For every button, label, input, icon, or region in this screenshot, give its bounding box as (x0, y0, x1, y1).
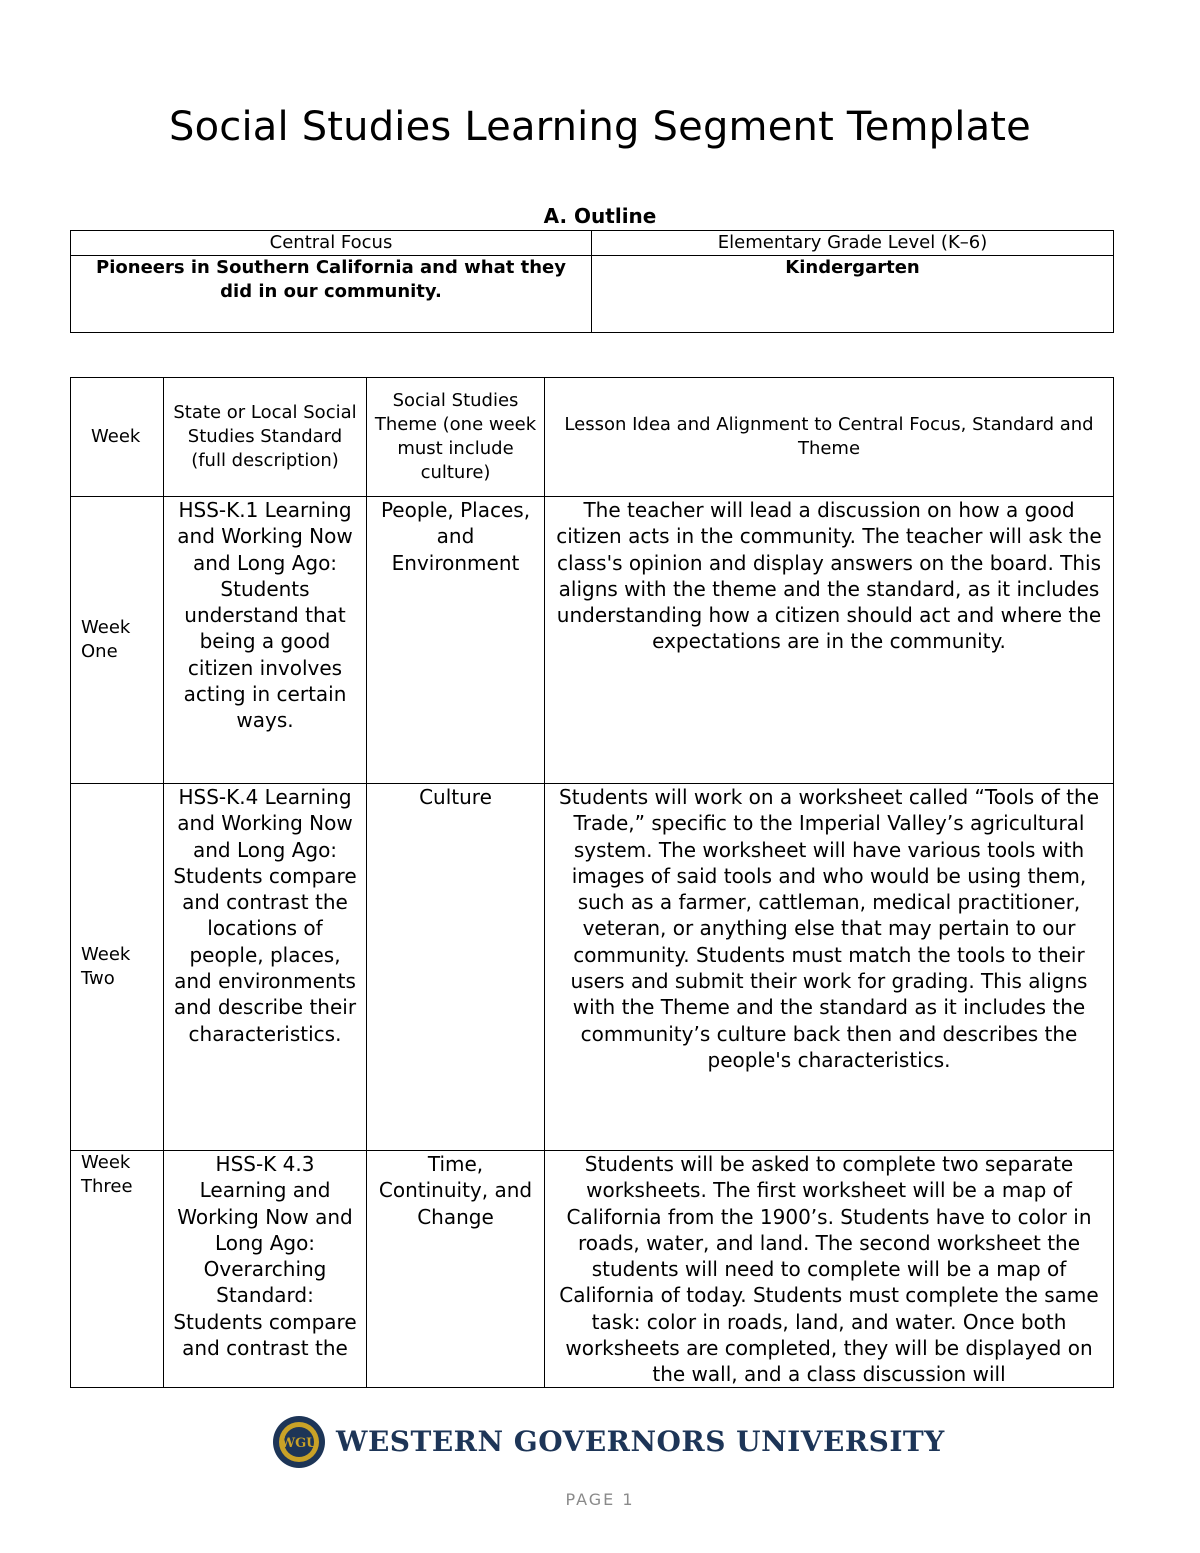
wgu-seal-icon (272, 1415, 326, 1469)
page-number: PAGE 1 (565, 1490, 635, 1509)
section-heading: A. Outline (543, 204, 657, 228)
theme-cell: Culture (367, 784, 545, 1151)
table-row (71, 497, 1114, 784)
grade-level-value: Kindergarten (592, 256, 1114, 333)
standard-cell-text: HSS-K 4.3 Learning and Working Now and Long Ago: Overarching Standard: Students compare and contrast the (173, 1152, 357, 1361)
central-focus-value: Pioneers in Southern California and what they did in our community. (71, 256, 592, 333)
theme-cell: Time, Continuity, and Change (367, 1151, 545, 1388)
week-label: Week Two (71, 784, 164, 1151)
lesson-column-header: Lesson Idea and Alignment to Central Focus, Standard and Theme (545, 378, 1114, 497)
table-row (71, 784, 1114, 1151)
learning-segment-table (70, 377, 1114, 1388)
standard-cell: HSS-K.4 Learning and Working Now and Long Ago: Students compare and contrast the locations of people, places, and environments and describe their characteristics. (164, 784, 367, 1151)
theme-column-header: Social Studies Theme (one week must include culture) (367, 378, 545, 497)
table-header-row (71, 378, 1114, 497)
week-column-header: Week (71, 378, 164, 497)
standard-cell (164, 1151, 367, 1388)
table-row (71, 1151, 1114, 1388)
week-label: Week Three (71, 1151, 164, 1388)
outline-table (70, 230, 1114, 333)
lesson-cell-text: Students will be asked to complete two separate worksheets. The first worksheet will be a map of California from the 1900’s. Students have to color in roads, water, and land. The second worksheet the students will need to complete will be a map of California of today. Students must complete the same task: color in roads, land, and water. Once both worksheets are completed, they will be displayed on the wall, and a class discussion will (559, 1152, 1099, 1387)
week-label: Week One (71, 497, 164, 784)
svg-text:WGU: WGU (280, 1436, 318, 1451)
standard-cell: HSS-K.1 Learning and Working Now and Long Ago: Students understand that being a good citizen involves acting in certain ways. (164, 497, 367, 784)
lesson-cell (545, 1151, 1114, 1388)
university-name: WESTERN GOVERNORS UNIVERSITY (336, 1425, 945, 1458)
theme-cell: People, Places, and Environment (367, 497, 545, 784)
grade-level-header: Elementary Grade Level (K–6) (592, 231, 1114, 256)
lesson-cell: The teacher will lead a discussion on how a good citizen acts in the community. The teacher will ask the class's opinion and display answers on the board. This aligns with the theme and the standard, as it includes understanding how a citizen should act and where the expectations are in the community. (545, 497, 1114, 784)
central-focus-header: Central Focus (71, 231, 592, 256)
lesson-cell: Students will work on a worksheet called “Tools of the Trade,” specific to the Imperial Valley’s agricultural system. The worksheet will have various tools with images of said tools and who would be using them, such as a farmer, cattleman, medical practitioner, veteran, or anything else that may pertain to our community. Students must match the tools to their users and submit their work for grading. This aligns with the Theme and the standard as it includes the community’s culture back then and describes the people's characteristics. (545, 784, 1114, 1151)
standard-column-header: State or Local Social Studies Standard (full description) (164, 378, 367, 497)
document-title: Social Studies Learning Segment Template (168, 104, 1031, 150)
wgu-logo (272, 1415, 945, 1471)
